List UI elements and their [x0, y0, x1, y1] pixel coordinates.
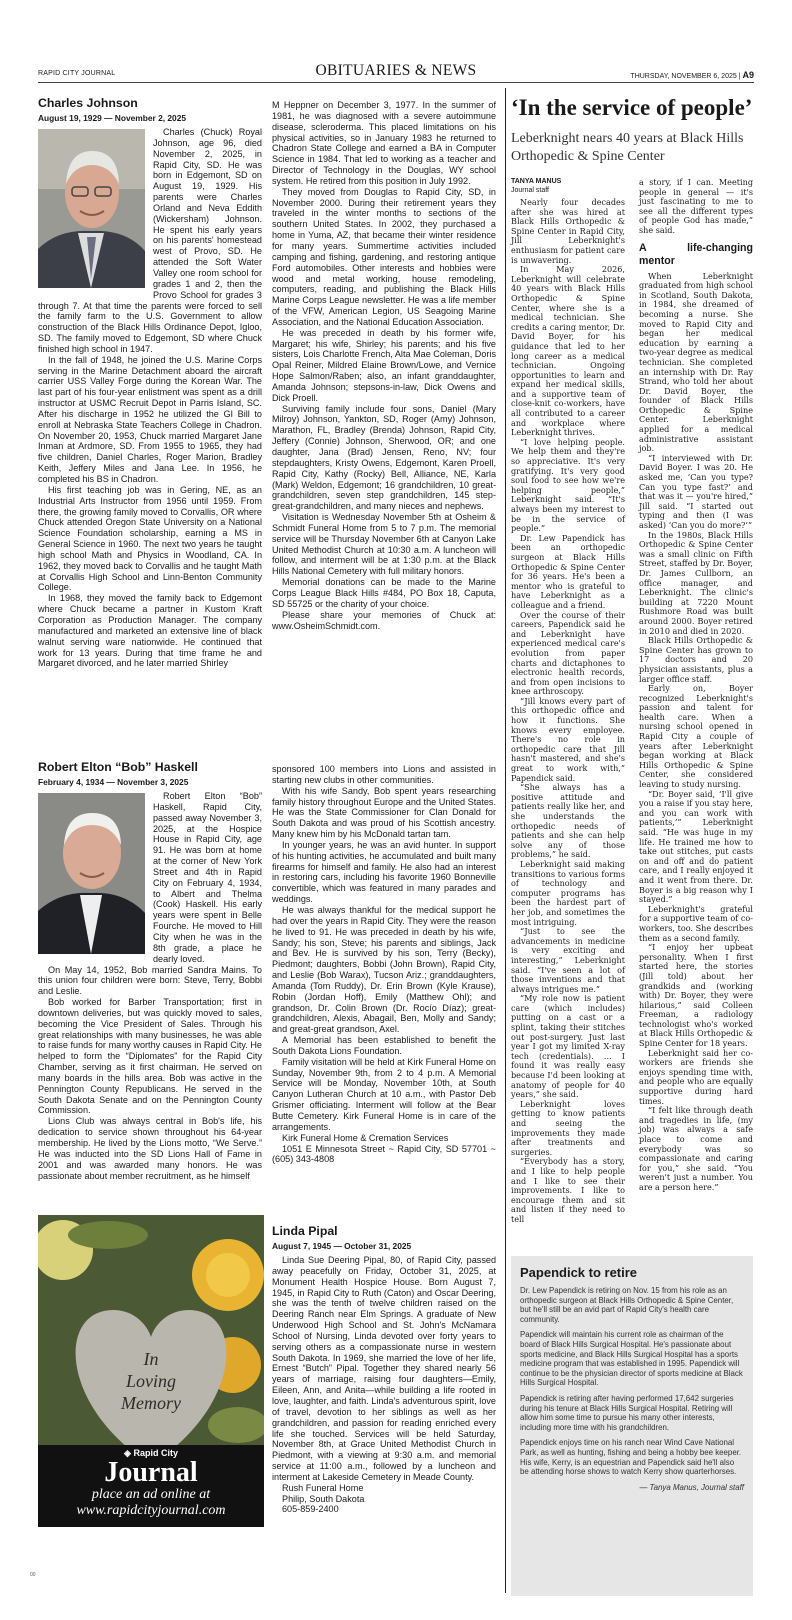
obit-name: Charles Johnson: [38, 96, 138, 110]
obit-text-column: [272, 764, 496, 1165]
masthead-paper-name: RAPID CITY JOURNAL: [38, 70, 116, 77]
story-paragraph: “I felt like through death and tragedies in life, (my job) was always a safe place to come and everybody was so compassionate and caring for you,” she said. “You weren't just a number. You are a person here.”: [639, 1105, 753, 1192]
obit-paragraph: 1051 E Minnesota Street ~ Rapid City, SD 57701 ~ (605) 343-4808: [272, 1143, 496, 1165]
obit-text-column: [272, 100, 496, 631]
obit-dates: August 7, 1945 — October 31, 2025: [272, 1241, 412, 1251]
story-paragraph: a story, if I can. Meeting people in general — it's just fascinating to me to see all the different types of people God has made,” she said.: [639, 177, 753, 235]
obit-text-column: [272, 1255, 496, 1515]
obit-paragraph: In 1968, they moved the family back to Edgemont where Chuck became a partner in Kustom Kraft Corporation as Production Manager. The company manufactured and marketed an extensive line of black walnut serving ware nationwide. He continued that work for 13 years. During that time frame he and Margaret divorced, and he later married Shirley: [38, 593, 262, 669]
page-date: THURSDAY, NOVEMBER 6, 2025 | A9: [630, 70, 754, 80]
section-title: OBITUARIES & NEWS: [315, 62, 477, 79]
obit-paragraph: In younger years, he was an avid hunter. In support of his hunting activities, he accumulated and built many firearms for himself and family. He also had an interest in restoring cars, including his favorite 1960 Bonneville convertible, which was featured in many parades and weddings.: [272, 839, 496, 905]
obit-paragraph: Linda Sue Deering Pipal, 80, of Rapid City, passed away peacefully on Friday, October 31, 2025, at Monument Health Hospice House. Born August 7, 1945, in Rapid City to Ruth (Caton) and Oscar Deering, she was the tenth of twelve children raised on the Deering Ranch near Elm Springs. A graduate of New Underwood High School and St. John's McNamara School of Nursing, Linda devoted over forty years to serving others as a compassionate nurse in western South Dakota. In 1969, she married the love of her life, Ernest “Butch” Pipal. Together they shared nearly 56 years of marriage, raising four daughters—Emily, Eileen, Ann, and Anita—while building a life rooted in love, laughter, and faith. Linda's adventurous spirit, love of travel, devotion to her siblings as well as her grandchildren, and passion for reading enriched every life she touched. Services will be held Saturday, November 8th, at Grace United Methodist Church in Piedmont, with a viewing at 9:30 a.m. and memorial service at 11:00 a.m., followed by a luncheon and interment at Lakeside Cemetery in Meade County.: [272, 1255, 496, 1482]
story-paragraph: Leberknight loves getting to know patients and seeing the improvements they made after treatments and surgeries.: [511, 1098, 625, 1157]
obituary-portrait: [38, 129, 145, 288]
story-paragraph: “She always has a positive attitude and patients really like her, and she understands the orthopedic needs of patients and she can help solve any of those problems,” he said.: [511, 782, 625, 860]
sidebar-title: Papendick to retire: [520, 1265, 638, 1280]
obit-paragraph: A Memorial has been established to benefit the South Dakota Lions Foundation.: [272, 1035, 496, 1056]
story-paragraph: “I enjoy her upbeat personality. When I first started here, the stories (Jill told) about her grandkids and (working with) Dr. Boyer, they were hilarious,” said Colleen Freeman, a radiology technologist who's worked at Black Hills Orthopedic & Spine Center for 18 years.: [639, 942, 753, 1049]
sidebar-paragraph: Papendick enjoys time on his ranch near Wind Cave National Park, as well as hunting, fishing and being a hobby bee keeper. His wife, Kerry, is an equestrian and Papendick said he'll also be attending horse shows to watch Kerry show quarterhorses.: [520, 1438, 742, 1477]
story-column: [511, 198, 625, 1225]
page-number: A9: [742, 70, 754, 80]
story-paragraph: Leberknight said making transitions to various forms of technology and computer programs has been the hardest part of her job, and sometimes the most intriguing.: [511, 858, 625, 927]
story-deck: Leberknight nears 40 years at Black Hills Orthopedic & Spine Center: [511, 131, 744, 164]
story-paragraph: “Everybody has a story, and I like to help people and I like to see their improvements. I like to encourage them and sit and listen if they need to tell: [511, 1156, 625, 1224]
story-paragraph: “Jill knows every part of this orthopedic office and how it functions. She knows every employee. There's no role in orthopedic care that Jill hasn't mastered, and she's great to work with,” Papendick said.: [511, 695, 625, 783]
obit-paragraph: sponsored 100 members into Lions and assisted in starting new clubs in other communities.: [272, 764, 496, 785]
story-paragraph: Over the course of their careers, Papendick said he and Leberknight have experienced medical care's evolution from paper charts and dictaphones to electronic health records, and from open incisions to knee arthroscopy.: [511, 609, 625, 697]
byline: [511, 178, 621, 195]
obit-name: Linda Pipal: [272, 1224, 338, 1238]
story-paragraph: When Leberknight graduated from high school in Scotland, South Dakota, in 1984, she dreamed of becoming a nurse. She moved to Rapid City and began her medical education by earning a two-year degree as medical technician. She completed an internship with Dr. Ray Strand, who told her about Dr. David Boyer, the founder of Black Hills Orthopedic & Spine Center. Leberknight applied for a medical administrative assistant job.: [639, 270, 753, 454]
header-rule: [38, 82, 754, 83]
obit-text-column: [38, 791, 262, 1181]
obit-paragraph: He was always thankful for the medical support he had over the years in Rapid City. They were the reason he lived to 91. He was preceded in death by his wife, Sandy; his son, Steve; his parents and siblings, Jack and Bev. He is survived by his son, Terry (Becky), Piedmont; daughters, Bobbi (John Brown), Rapid City, and Leslie (Bob Warax), Tucson Ariz.; granddaughters, Amanda (Tom Ruddy), Dr. Erin Brown (Kyle Krause), Robin (Jordan Hoff), Emily (Matthew Ohl); and grandson, Dr. Colin Brown (Dr. Rocío Díaz); great-grandchildren, Alexis, Abagail, Ben, Molly and Sandy; and great-great grandson, Axel.: [272, 904, 496, 1035]
heart-text-line-1: In: [143, 1349, 159, 1369]
story-paragraph: “Just to see the advancements in medicine is very exciting and interesting,” Leberknight said. “I've seen a lot of those inventions and that always intrigues me.”: [511, 926, 625, 994]
obit-dates: August 19, 1929 — November 2, 2025: [38, 113, 187, 123]
funeral-home-line: Philip, South Dakota: [282, 1493, 365, 1504]
sidebar-paragraph: Dr. Lew Papendick is retiring on Nov. 15 from his role as an orthopedic surgeon at Black Hills Orthopedic & Spine Center, but he'll still be an avid part of Rapid City's health care community.: [520, 1286, 734, 1324]
story-paragraph: Leberknight said her co-workers are friends she enjoys spending time with, and people who are equally supportive during hard times.: [639, 1047, 753, 1106]
obit-paragraph: M Heppner on December 3, 1977. In the summer of 1981, he was diagnosed with a severe autoimmune disease, scleroderma. This placed limitations on his physical activities, so in January 1983 he returned to Chadron State College and earned a BA in Computer Science in 1984. That led to working as a teacher and Director of Technology in the Douglas, WY school system. He retired from this position in July 1992.: [272, 100, 496, 186]
date-text: THURSDAY, NOVEMBER 6, 2025: [630, 73, 737, 80]
obit-paragraph: He was preceded in death by his former wife, Margaret; his wife, Shirley; his parents; and his five sisters, Lois Charlotte French, Alta Mae Coleman, Doris Opal Reiner, Mildred Elaine Brown/Lowe, and Vernice Hope Salmon/Raben; also, an infant granddaughter, Amanda Johnson; stepsons-in-law, Dick Owens and Dick Proell.: [272, 327, 496, 403]
obituary-portrait: [38, 793, 145, 954]
obit-paragraph: Kirk Funeral Home & Cremation Services: [282, 1132, 449, 1143]
story-paragraph: Nearly four decades after she was hired at Black Hills Orthopedic & Spine Center in Rapid City, Jill Leberknight's enthusiasm for patient care is unwavering.: [511, 197, 625, 265]
heart-text-line-3: Memory: [121, 1393, 181, 1413]
story-paragraph: Leberknight's grateful for a supportive team of co-workers, too. She describes them as a second family.: [639, 903, 753, 943]
funeral-home-line: 605-859-2400: [282, 1504, 339, 1515]
sidebar-paragraph: Papendick will maintain his current role as chairman of the board of Black Hills Surgical Hospital. He's passionate about sports medicine, and Black Hills Surgical Hospital has a sports medicine program that was established in 1995. Papendick will continue to be the physician director of sports medicine at Black Hills Surgical Hospital.: [520, 1330, 743, 1388]
story-paragraph: Early on, Boyer recognized Leberknight's passion and talent for health care. When a nursing school opened in Rapid City a couple of years after Leberknight began working at Black Hills Orthopedic & Spine Center, she considered leaving to study nursing.: [639, 683, 753, 790]
obit-paragraph: They moved from Douglas to Rapid City, SD, in November 2000. During their retirement years they traveled in the winter months to sections of the southern United States. In 2002, they purchased a home in Yuma, AZ, that became their winter residence for many years. Summertime activities included camping and fishing, gardening, and restoring antique Ford automobiles. Other interests and hobbies were wood and metal working, house remodeling, computers, reading, and publishing the Black Hills Marine Corps League newsletter. He was a life member of the VFW, American Legion, US Seagoing Marine Association, and the National Education Association.: [272, 186, 496, 327]
obit-name: Robert Elton “Bob” Haskell: [38, 760, 198, 774]
obit-text-column: [38, 127, 262, 669]
story-paragraph: In the 1980s, Black Hills Orthopedic & Spine Center was a small clinic on Fifth Street, staffed by Dr. Boyer, Dr. James Cullborn, an office manager, and Leberknight. The clinic's building at 7220 Mount Rushmore Road was built around 2000. Boyer retired in 2010 and died in 2020.: [639, 529, 753, 636]
ad-tagline: place an ad online at: [91, 1487, 211, 1502]
story-column: [639, 178, 753, 1193]
obit-paragraph: Charles (Chuck) Royal Johnson, age 96, died November 2, 2025, in Rapid City, SD. He was born in Edgemont, SD on August 19, 1929. His parents were Charles Orland and Neva Eddith (Wickersham) Johnson. He spent his early years on his parents' homestead west of Provo, SD. He attended the Soft Water Valley one room school for grades 1 and 2, then the Provo School for grades 3 through 7. At that time the parents were forced to sell the family farm to the U.S. Government to allow construction of the Black Hills Ordinance Depot, Igloo, SD. The family moved to Edgemont, SD where Chuck finished high school in 1947.: [38, 127, 262, 354]
obit-paragraph: Robert Elton “Bob” Haskell, Rapid City, passed away November 3, 2025, at the Hospice House in Rapid City, age 91. He was born at home at the corner of New York Street and 4th in Rapid City on February 4, 1934, to Albert and Thelma (Cook) Haskell. His early years were spent in Belle Fourche. He moved to Hill City when he was in the 8th grade, a place he dearly loved.: [153, 791, 262, 964]
ad-url-link[interactable]: www.rapidcityjournal.com: [76, 1503, 226, 1518]
obit-paragraph: With his wife Sandy, Bob spent years researching family history throughout Europe and the United States. He was the State Commissioner for Clan Donald for South Dakota and was proud of his Scottish ancestry. Many knew him by his McDonald tartan tam.: [272, 785, 496, 840]
sidebar-credit: — Tanya Manus, Journal staff: [639, 1482, 744, 1492]
sidebar-paragraph: Papendick is retiring after having performed 17,642 surgeries during his tenure at Black Hills Surgical Hospital. Retiring will allow him some time to pursue his many other interests, including more time with his grandchildren.: [520, 1393, 734, 1432]
sidebar-box: [511, 1256, 753, 1596]
obit-paragraph: Please share your memories of Chuck at: www.OsheimSchmidt.com.: [272, 609, 496, 631]
story-paragraph: “I interviewed with Dr. David Boyer. I was 20. He asked me, ‘Can you type? Can you type fast?’ and that was it — you're hired,” Jill said. “I started out typing and then (I was asked) ‘Can you do more?’”: [639, 452, 753, 530]
funeral-home-line: Rush Funeral Home: [282, 1482, 364, 1493]
story-paragraph: In May 2026, Leberknight will celebrate 40 years with Black Hills Orthopedic & Spine Center, where she is a medical technician. She credits a caring mentor, Dr. David Boyer, for his guidance that led to her long career as a medical technician. Ongoing opportunities to learn and expand her medical skills, and a supportive team of close-knit co-workers, have all contributed to a career and workplace where Leberknight thrives.: [511, 264, 625, 438]
obit-paragraph: Memorial donations can be made to the Marine Corps League Black Hills #484, PO Box 18, Caputa, SD 55725 or the charity of your choice.: [272, 577, 496, 609]
obit-paragraph: Family visitation will be held at Kirk Funeral Home on Sunday, November 9th, from 2 to 4 p.m. A Memorial Service will be Monday, November 10th, at South Canyon Lutheran Church at 10 a.m., with Pastor Deb Grismer officiating. Interment will follow at the Bear Butte Cemetery. Kirk Funeral Home is in care of the arrangements.: [272, 1056, 496, 1132]
sidebar-text: [520, 1286, 744, 1492]
ad-footer[interactable]: [38, 1445, 264, 1527]
journal-logo-small: ◈ Rapid City: [124, 1448, 178, 1458]
story-paragraph: Black Hills Orthopedic & Spine Center has grown to 17 doctors and 20 physician assistants, plus a larger office staff.: [639, 635, 753, 684]
ad-code: 00: [30, 1572, 36, 1578]
story-paragraph: “I love helping people. We help them and they're so appreciative. It's very gratifying. It's very good soul food to see how we're helping people,” Leberknight said. “It's always been my interest to be in the service of people.”: [511, 436, 625, 534]
heart-text-line-2: Loving: [125, 1371, 177, 1391]
journal-logo: Journal: [104, 1457, 198, 1488]
obit-paragraph: Lions Club was always central in Bob's life, his dedication to service shown throughout his 64-year membership. He lived by the Lions motto, “We Serve.” He was inducted into the SD Lions Hall of Fame in 2001 and was awarded many honors. He was passionate about member recruitment, as he himself: [38, 1116, 262, 1181]
obit-paragraph: On May 14, 1952, Bob married Sandra Mains. To this union four children were born: Steve, Terry, Bobbi and Leslie.: [38, 964, 262, 997]
obit-paragraph: Bob worked for Barber Transportation; first in downtown deliveries, but was quickly moved to sales, becoming the Vice President of Sales. Through his great relationships with many businesses, he was able to raise funds for many worthy causes in Rapid City. He helped to form the “Diplomates” for the Rapid City Chamber, serving as it first chairman. He served on many boards in the hills area. Bob was active in the Pennington County Republicans. He served in the South Dakota Senate and on the Pennington County Commission.: [38, 997, 262, 1116]
obit-paragraph: Visitation is Wednesday November 5th at Osheim & Schmidt Funeral Home from 5 to 7 p.m. The memorial service will be Thursday November 6th at Canyon Lake United Methodist Church at 10:30 a.m. A luncheon will follow, and interment will be at 1:30 p.m. at the Black Hills National Cemetery with full military honors.: [272, 512, 496, 577]
column-divider: [505, 88, 506, 1593]
obit-paragraph: Surviving family include four sons, Daniel (Mary Milroy) Johnson, Yankton, SD, Roger (Amy) Johnson, Marathon, FL, Bradley (Brenda) Johnson, Rapid City, Jeffery (Connie) Johnson, Sherwood, OR; and one daughter, Jana (Brad) Jensen, Reno, NV; four stepdaughters, Kristy Owens, Edgemont, Karen Proell, Rapid City, Kathy (Rocky) Bell, Alliance, NE, Karla (Mark) Weldon, Edgemont; 16 grandchildren, 10 great-grandchildren, seven step grandchildren, 145 step-great-grandchildren, and many nieces and nephews.: [272, 403, 496, 512]
byline-name: TANYA MANUS: [511, 178, 562, 185]
obit-dates: February 4, 1934 — November 3, 2025: [38, 777, 189, 787]
story-paragraph: “Dr. Boyer said, ‘I'll give you a raise if you stay here, and you can work with patients,’” Leberknight said. “He was huge in my life. He trained me how to take out stitches, put casts on and off and do patient care, and I really enjoyed it and it went from there. Dr. Boyer is a big reason why I stayed.”: [639, 788, 753, 905]
byline-title: Journal staff: [511, 186, 550, 194]
obit-paragraph: In the fall of 1948, he joined the U.S. Marine Corps serving in the Marine Detachment aboard the aircraft carrier USS Valley Forge during the Korean War. The last part of his four-year enlistment was spent as a drill instructor at USMC Recruit Depot in Parris Island, SC. After his discharge in 1952 he utilized the GI Bill to enroll at Nebraska State Teachers College in Chadron. On November 20, 1953, Chuck married Margaret Jane Inman at Ardmore, SD. From 1955 to 1965, they had five children, Daniel Charles, Roger Marion, Bradley Keith, Jeffery Miles and Jana Lee. In 1956, he completed his BS in Chadron.: [38, 354, 262, 484]
obit-paragraph: His first teaching job was in Gering, NE, as an Industrial Arts Instructor from 1956 until 1959. From there, the growing family moved to Corvallis, OR where Chuck attended Oregon State University on a National Science Foundation scholarship, earning a MS in General Science in 1960. The next two years he taught high school Math and Physics in Woodland, CA. In 1962, they moved back to Corvallis and he taught Math at Corvallis High School and Linn-Benton Community College.: [38, 484, 262, 593]
story-headline: ‘In the service of people’: [511, 95, 753, 120]
story-paragraph: “My role now is patient care (which includes) putting on a cast or a splint, taking their stitches out post-surgery. Just last year I got my limited X-ray tech (credentials). ... I found it was really easy because I'd been looking at anatomy of people for 40 years,” she said.: [511, 993, 625, 1100]
story-paragraph: Dr. Lew Papendick has been an orthopedic surgeon at Black Hills Orthopedic & Spine Center for 36 years. He's been a mentor who is grateful to have Leberknight as a colleague and a friend.: [511, 532, 625, 610]
logo-mark-icon: ◈: [124, 1448, 131, 1458]
story-subhead: A life-changing mentor: [639, 241, 753, 267]
